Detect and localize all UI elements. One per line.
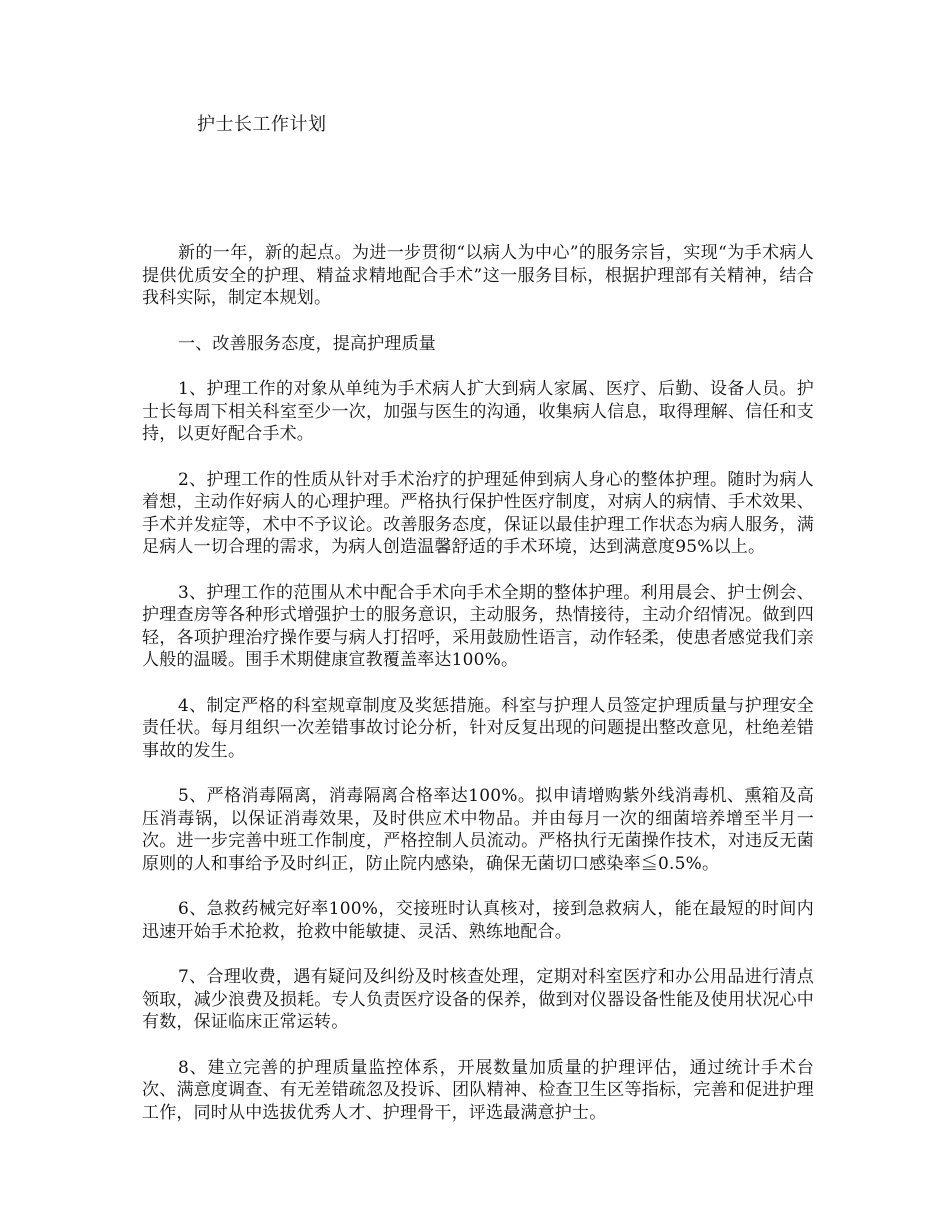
section-heading: 一、改善服务态度，提高护理质量 [178,333,436,354]
paragraph-item-1: 1、护理工作的对象从单纯为手术病人扩大到病人家属、医疗、后勤、设备人员。护士长每周下相关科室至少一次，加强与医生的沟通，收集病人信息，取得理解、信任和支持，以更好配合手术。 [142,379,814,444]
paragraph-item-4: 4、制定严格的科室规章制度及奖惩措施。科室与护理人员签定护理质量与护理安全责任状。每月组织一次差错事故讨论分析，针对反复出现的问题提出整改意见，杜绝差错事故的发生。 [142,695,814,761]
paragraph-item-2: 2、护理工作的性质从针对手术治疗的护理延伸到病人身心的整体护理。随时为病人着想，主动作好病人的心理护理。严格执行保护性医疗制度，对病人的病情、手术效果、手术并发症等，术中不予议论。改善服务态度，保证以最佳护理工作状态为病人服务，满足病人一切合理的需求，为病人创造温馨舒适的手术环境，达到满意度95%以上。 [142,469,814,557]
paragraph-item-6: 6、急救药械完好率100%，交接班时认真核对，接到急救病人，能在最短的时间内迅速开始手术抢救，抢救中能敏捷、灵活、熟练地配合。 [142,899,814,942]
intro-paragraph: 新的一年，新的起点。为进一步贯彻“以病人为中心”的服务宗旨，实现“为手术病人提供优质安全的护理、精益求精地配合手术”这一服务目标，根据护理部有关精神，结合我科实际，制定本规划。 [142,243,814,308]
paragraph-item-5: 5、严格消毒隔离，消毒隔离合格率达100%。拟申请增购紫外线消毒机、熏箱及高压消毒锅，以保证消毒效果，及时供应术中物品。并由每月一次的细菌培养增至半月一次。进一步完善中班工作制度，严格控制人员流动。严格执行无菌操作技术，对违反无菌原则的人和事给予及时纠正，防止院内感染，确保无菌切口感染率≦0.5%。 [142,786,814,874]
paragraph-item-8: 8、建立完善的护理质量监控体系，开展数量加质量的护理评估，通过统计手术台次、满意度调查、有无差错疏忽及投诉、团队精神、检查卫生区等指标，完善和促进护理工作，同时从中选拔优秀人才、护理骨干，评选最满意护士。 [142,1057,814,1123]
document-body [142,242,814,1147]
paragraph-item-3: 3、护理工作的范围从术中配合手术向手术全期的整体护理。利用晨会、护士例会、护理查房等各种形式增强护士的服务意识，主动服务，热情接待，主动介绍情况。做到四轻，各项护理治疗操作要与病人打招呼，采用鼓励性语言，动作轻柔，使患者感觉我们亲人般的温暖。围手术期健康宣教覆盖率达100%。 [142,582,814,670]
paragraph-item-7: 7、合理收费，遇有疑问及纠纷及时核查处理，定期对科室医疗和办公用品进行清点领取，减少浪费及损耗。专人负责医疗设备的保养，做到对仪器设备性能及使用状况心中有数，保证临床正常运转。 [142,967,814,1032]
document-title: 护士长工作计划 [197,114,327,135]
